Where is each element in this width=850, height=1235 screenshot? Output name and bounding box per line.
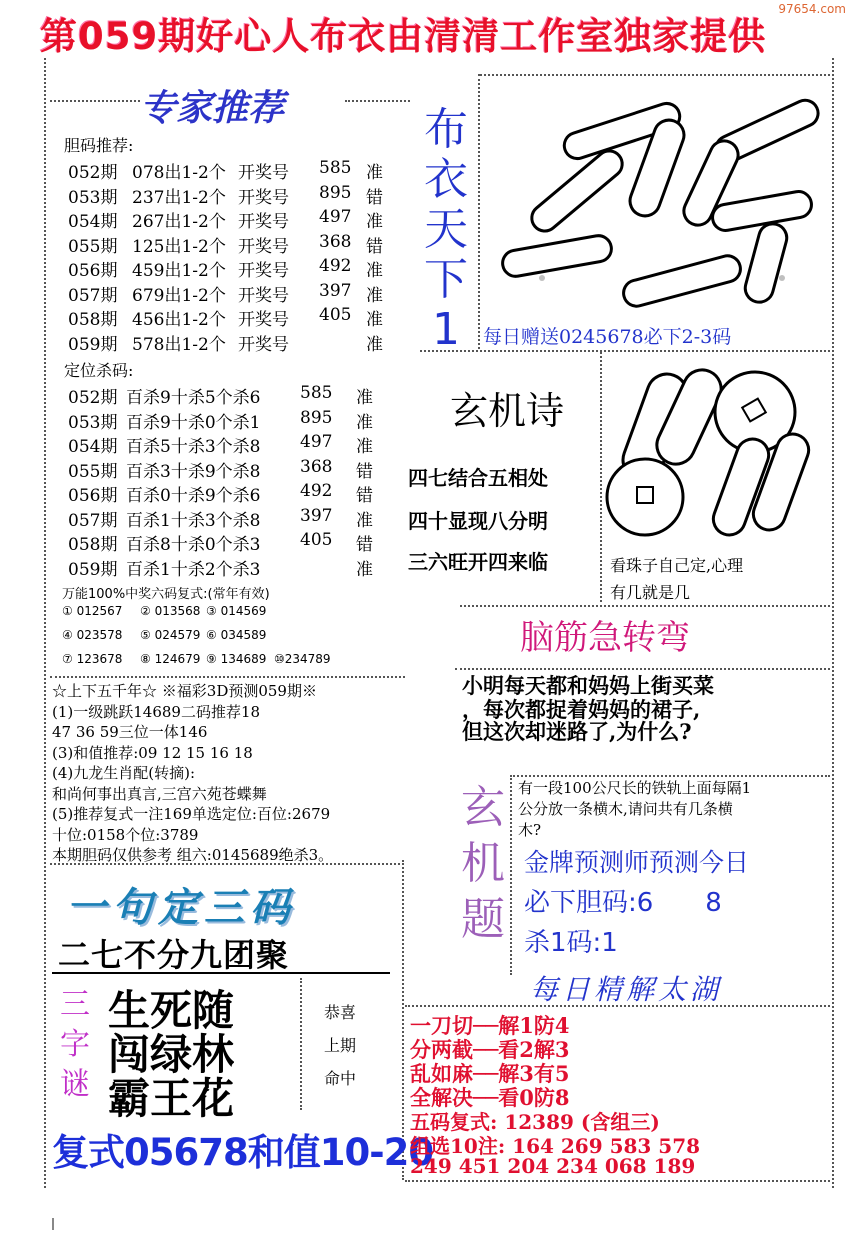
dan-issue: 053期	[68, 187, 118, 208]
one-line-phrase: 二七不分九团聚	[58, 936, 290, 974]
bottom-divider	[405, 1180, 830, 1182]
three-words-char: 字	[60, 1027, 90, 1062]
three-words-line-1: 生死随	[108, 986, 235, 1035]
combo-label: 万能100%中奖六码复式:(常年有效)	[62, 587, 270, 602]
dan-draw: 405	[319, 305, 352, 325]
pos-row	[66, 530, 396, 555]
dan-label: 开奖号	[238, 212, 289, 232]
dan-row	[66, 207, 396, 232]
congrats-1: 恭喜	[324, 1003, 357, 1022]
combo-item: ⑥ 034589	[206, 628, 267, 642]
dan-issue: 057期	[68, 285, 118, 306]
dan-draw: 492	[319, 256, 352, 276]
riddle-line-3: 但这次却迷路了,为什么?	[462, 719, 692, 744]
pos-issue: 059期	[68, 559, 118, 580]
dan-label: 开奖号	[238, 261, 289, 281]
poem-line-2: 四十显现八分明	[408, 509, 548, 533]
xuanji-q-3: 木?	[518, 821, 542, 839]
dan-label: 胆码推荐:	[64, 136, 134, 155]
dan-label: 开奖号	[238, 187, 289, 208]
pos-result: 准	[356, 437, 373, 457]
pos-draw: 492	[300, 481, 333, 501]
dan-label: 开奖号	[238, 310, 289, 330]
number-image	[482, 78, 827, 318]
pos-result: 错	[356, 535, 373, 555]
pos-row	[66, 407, 396, 433]
taihu-line: 五码复式: 12389 (含组三)	[410, 1110, 660, 1134]
pos-draw: 397	[300, 505, 333, 526]
mid-divider	[420, 350, 830, 352]
predict-line: 47 36 59三位一体146	[52, 723, 208, 741]
predict-line: (5)推荐复式一注169单选定位:百位:2679	[52, 805, 331, 823]
congrats-divider	[300, 978, 302, 1110]
page-title: 第059期好心人布衣由清清工作室独家提供	[40, 15, 767, 58]
dan-pick: 679出1-2个	[132, 285, 226, 306]
congrats-2: 上期	[324, 1036, 357, 1055]
pos-issue: 052期	[68, 388, 118, 408]
pos-issue: 058期	[68, 535, 118, 555]
dan-label: 开奖号	[238, 285, 289, 306]
dan-pick: 078出1-2个	[132, 163, 226, 183]
site-watermark: 97654.com	[778, 2, 846, 16]
taihu-line: 一刀切──解1防4	[410, 1013, 570, 1038]
image-box-left	[478, 74, 480, 349]
pos-kill: 百杀1十杀3个杀8	[126, 510, 261, 531]
riddle-line-1: 小明每天都和妈妈上街买菜	[462, 673, 714, 698]
dan-result: 错	[366, 187, 383, 208]
dan-row	[66, 305, 396, 330]
predict-line: ☆上下五千年☆ ※福彩3D预测059期※	[52, 682, 317, 700]
dan-result: 准	[366, 212, 383, 232]
dan-draw: 585	[319, 158, 352, 178]
combo-item: ⑧ 124679	[140, 652, 201, 666]
dan-pick: 125出1-2个	[132, 236, 226, 257]
xuanji-q-1: 有一段100公尺长的铁轨上面每隔1	[518, 779, 752, 797]
dan-row	[66, 280, 396, 306]
pos-draw: 405	[300, 530, 333, 550]
xuanji-label	[458, 780, 508, 948]
taihu-line: 分两截──看2解3	[410, 1037, 570, 1062]
taihu-heading: 每日精解太湖	[530, 973, 723, 1006]
poem-line-3: 三六旺开四来临	[408, 550, 548, 574]
dan-row	[66, 231, 396, 257]
dan-issue: 058期	[68, 310, 118, 330]
dan-draw: 368	[319, 231, 352, 252]
predict-line: 和尚何事出真言,三宫六苑苍蝶舞	[52, 784, 267, 803]
one-line-heading: 一句定三码	[66, 885, 296, 931]
predict-line: 十位:0158个位:3789	[52, 825, 199, 844]
pos-row	[66, 555, 396, 580]
dan-result: 准	[366, 261, 383, 281]
pos-draw: 368	[300, 456, 333, 477]
three-words-label	[58, 985, 92, 1105]
pos-kill: 百杀9十杀0个杀1	[126, 412, 261, 433]
dan-result: 准	[366, 334, 383, 355]
pos-result: 准	[356, 388, 373, 408]
combo-item: ② 013568	[140, 604, 201, 618]
pos-kill: 百杀3十杀9个杀8	[126, 461, 261, 482]
dan-row	[66, 330, 396, 355]
pos-row	[66, 505, 396, 531]
buyi-char: 1	[432, 304, 460, 355]
congrats-3: 命中	[324, 1069, 357, 1088]
expert-heading: 专家推荐	[140, 87, 285, 129]
pos-kill: 百杀1十杀2个杀3	[126, 559, 261, 580]
dan-issue: 055期	[68, 236, 118, 257]
predict-line: (1)一级跳跃14689二码推荐18	[52, 702, 261, 721]
riddle-line-2: ，每次都捉着妈妈的裙子,	[462, 697, 701, 722]
combo-item: ① 012567	[62, 604, 123, 618]
pos-row	[66, 383, 396, 408]
dan-result: 准	[366, 163, 383, 183]
pos-kill: 百杀9十杀5个杀6	[126, 388, 261, 408]
three-words-line-3: 霸王花	[108, 1074, 235, 1123]
pos-draw: 585	[300, 383, 333, 403]
poem-line-1: 四七结合五相处	[408, 466, 548, 490]
pos-result: 准	[356, 559, 373, 580]
dan-label: 开奖号	[238, 236, 289, 257]
right-border	[832, 58, 834, 1188]
pos-issue: 053期	[68, 412, 118, 433]
combo-item: ⑩234789	[274, 652, 331, 666]
pos-label: 定位杀码:	[64, 361, 134, 380]
pos-kill: 百杀0十杀9个杀6	[126, 486, 261, 506]
pos-draw: 895	[300, 407, 333, 428]
dan-row	[66, 182, 396, 208]
combo-item: ⑦ 123678	[62, 652, 123, 666]
dan-issue: 052期	[68, 163, 118, 183]
buyi-char: 下	[424, 254, 468, 305]
combo-item: ⑤ 024579	[140, 628, 201, 642]
predict-line: 本期胆码仅供参考 组六:0145689绝杀3。	[52, 846, 334, 864]
pos-issue: 054期	[68, 437, 118, 457]
beads-image	[605, 362, 830, 542]
expert-divider-right	[345, 100, 410, 102]
pos-result: 准	[356, 510, 373, 531]
expert-divider	[50, 100, 140, 102]
poem-note-1: 看珠子自己定,心理	[610, 556, 744, 575]
riddle-heading: 脑筋急转弯	[520, 618, 690, 658]
pos-row	[66, 432, 396, 457]
xuanji-divider	[510, 775, 512, 975]
combo-item: ④ 023578	[62, 628, 123, 642]
poem-note-2: 有几就是几	[610, 583, 691, 602]
taihu-line: 全解决──看0防8	[410, 1085, 570, 1110]
dan-draw: 397	[319, 280, 352, 301]
dan-result: 错	[366, 236, 383, 257]
dan-draw: 895	[319, 182, 352, 203]
corner-mark	[52, 1218, 54, 1230]
dan-issue: 054期	[68, 212, 118, 232]
poem-heading: 玄机诗	[450, 389, 565, 433]
poem-bottom-divider	[460, 605, 830, 607]
three-words-char: 谜	[60, 1067, 90, 1102]
top-right-divider	[480, 74, 830, 76]
pos-draw: 497	[300, 432, 333, 452]
dan-pick: 456出1-2个	[132, 310, 226, 330]
predict-line: (4)九龙生肖配(转摘):	[52, 764, 196, 782]
buyi-char: 衣	[424, 154, 468, 205]
taihu-line: 乱如麻──解3有5	[410, 1061, 570, 1086]
gold-kill: 杀1码:1	[524, 928, 618, 958]
pos-result: 错	[356, 461, 373, 482]
dan-result: 准	[366, 310, 383, 330]
xuanji-char: 机	[461, 838, 505, 889]
pos-issue: 055期	[68, 461, 118, 482]
dan-issue: 059期	[68, 334, 118, 355]
buyi-vertical	[420, 105, 472, 355]
dan-pick: 459出1-2个	[132, 261, 226, 281]
taihu-line: 249 451 204 234 068 189	[410, 1154, 696, 1178]
pos-result: 准	[356, 412, 373, 433]
predict-top-divider	[50, 676, 405, 678]
left-border	[44, 58, 46, 1188]
combo-item: ⑨ 134689	[206, 652, 267, 666]
dan-row	[66, 256, 396, 281]
buyi-char: 布	[424, 104, 468, 155]
gold-title: 金牌预测师预测今日	[524, 848, 750, 877]
dan-pick: 267出1-2个	[132, 212, 226, 232]
pos-issue: 056期	[68, 486, 118, 506]
dan-issue: 056期	[68, 261, 118, 281]
one-line-underline	[52, 972, 390, 974]
pos-issue: 057期	[68, 510, 118, 531]
pos-result: 错	[356, 486, 373, 506]
poem-divider	[600, 352, 602, 602]
dan-pick: 237出1-2个	[132, 187, 226, 208]
dan-draw: 497	[319, 207, 352, 227]
pos-kill: 百杀8十杀0个杀3	[126, 535, 261, 555]
dan-result: 准	[366, 285, 383, 306]
pos-kill: 百杀5十杀3个杀8	[126, 437, 261, 457]
three-words-line-2: 闯绿林	[108, 1030, 235, 1079]
dan-label: 开奖号	[238, 163, 289, 183]
gold-dan: 必下胆码:6 8	[524, 888, 722, 918]
taihu-line: 组选10注: 164 269 583 578	[410, 1134, 701, 1158]
dan-label: 开奖号	[238, 334, 289, 355]
buyi-char: 天	[424, 204, 468, 255]
pos-row	[66, 456, 396, 482]
xuanji-char: 玄	[461, 782, 505, 833]
xuanji-q-2: 公分放一条横木,请问共有几条横	[518, 800, 733, 818]
combo-item: ③ 014569	[206, 604, 267, 618]
three-words-char: 三	[60, 987, 90, 1022]
compound-text: 复式05678和值10-20	[52, 1131, 434, 1174]
dan-row	[66, 158, 396, 183]
daily-gift: 每日赠送0245678必下2-3码	[483, 326, 732, 348]
predict-line: (3)和值推荐:09 12 15 16 18	[52, 743, 253, 762]
xuanji-char: 题	[461, 894, 505, 945]
dan-pick: 578出1-2个	[132, 334, 226, 355]
pos-row	[66, 481, 396, 506]
